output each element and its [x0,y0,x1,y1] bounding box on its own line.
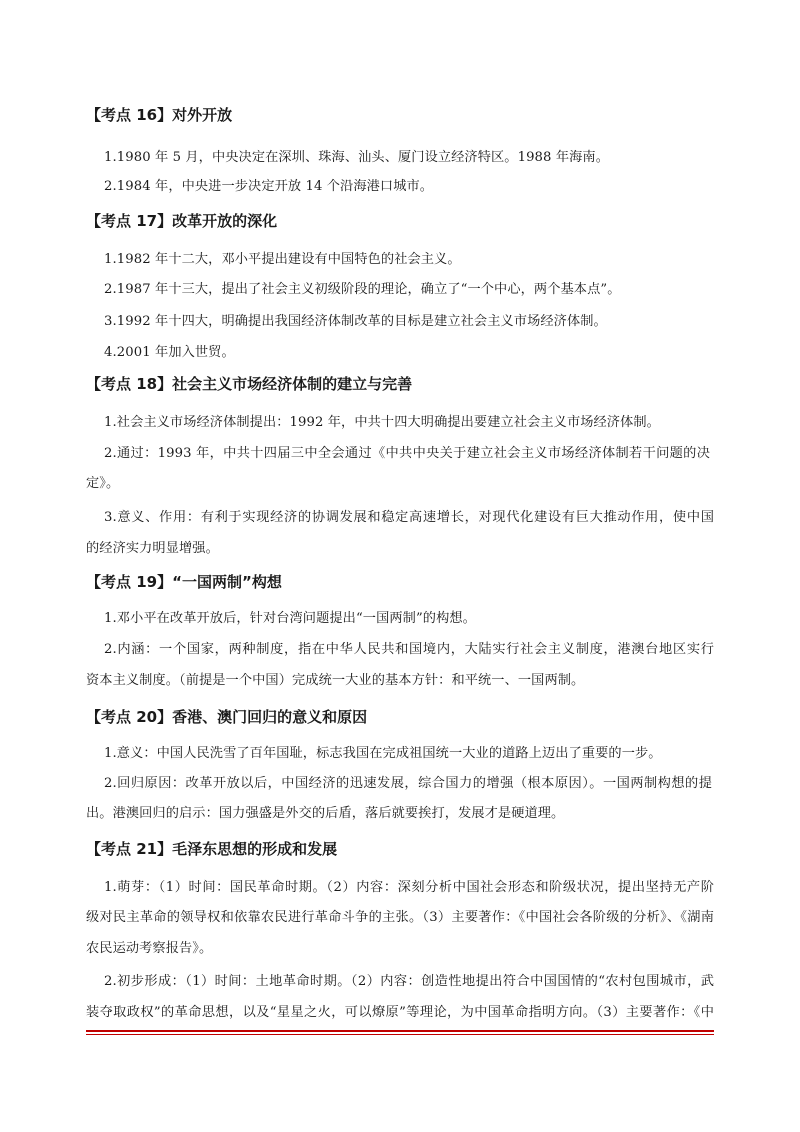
paragraph-line: 1.邓小平在改革开放后，针对台湾问题提出“一国两制”的构想。 [104,611,476,626]
section-heading-18: 【考点 18】社会主义市场经济体制的建立与完善 [86,375,413,393]
section-heading-21: 【考点 21】毛泽东思想的形成和发展 [86,840,338,858]
paragraph-line: 4.2001 年加入世贸。 [104,345,235,360]
paragraph-line: 级对民主革命的领导权和依靠农民进行革命斗争的主张。（3）主要著作：《中国社会各阶级的分析》、《湖南 [86,910,714,925]
paragraph-line: 2.1987 年十三大，提出了社会主义初级阶段的理论，确立了“一个中心，两个基本点”。 [104,282,621,297]
paragraph-line: 1.1982 年十二大，邓小平提出建设有中国特色的社会主义。 [104,252,461,267]
paragraph-line: 1.社会主义市场经济体制提出：1992 年，中共十四大明确提出要建立社会主义市场经济体制。 [104,415,660,430]
paragraph-line: 3.1992 年十四大，明确提出我国经济体制改革的目标是建立社会主义市场经济体制。 [104,314,607,329]
section-heading-16: 【考点 16】对外开放 [86,106,233,124]
paragraph-line: 2.1984 年，中央进一步决定开放 14 个沿海港口城市。 [104,179,434,194]
paragraph-line: 的经济实力明显增强。 [86,541,219,556]
footer-rule [86,1030,714,1032]
paragraph-line: 2.通过：1993 年，中共十四届三中全会通过《中共中央关于建立社会主义市场经济体制若干问题的决 [104,446,710,461]
paragraph-line: 装夺取政权”的革命思想，以及“星星之火，可以燎原”等理论，为中国革命指明方向。（3）主要著作：《中 [86,1005,714,1020]
paragraph-line: 1.意义：中国人民洗雪了百年国耻，标志我国在完成祖国统一大业的道路上迈出了重要的一步。 [104,746,662,761]
section-heading-19: 【考点 19】“一国两制”构想 [86,573,282,591]
section-heading-17: 【考点 17】改革开放的深化 [86,212,278,230]
paragraph-line: 定》。 [86,476,120,491]
paragraph-line: 2.初步形成：（1）时间：土地革命时期。（2）内容：创造性地提出符合中国国情的“农村包围城市，武 [104,974,714,989]
section-heading-20: 【考点 20】香港、澳门回归的意义和原因 [86,708,368,726]
paragraph-line: 1.1980 年 5 月，中央决定在深圳、珠海、汕头、厦门设立经济特区。1988 年海南。 [104,150,609,165]
footer-rule-thin [86,1034,714,1035]
paragraph-line: 2.内涵：一个国家，两种制度，指在中华人民共和国境内，大陆实行社会主义制度，港澳台地区实行 [104,642,714,657]
paragraph-line: 资本主义制度。（前提是一个中国）完成统一大业的基本方针：和平统一、一国两制。 [86,673,585,688]
paragraph-line: 3.意义、作用：有利于实现经济的协调发展和稳定高速增长，对现代化建设有巨大推动作用，使中国 [104,510,714,525]
paragraph-line: 农民运动考察报告》。 [86,941,213,956]
paragraph-line: 出。港澳回归的启示：国力强盛是外交的后盾，落后就要挨打，发展才是硬道理。 [86,806,565,821]
paragraph-line: 2.回归原因：改革开放以后，中国经济的迅速发展，综合国力的增强（根本原因）。一国两制构想的提 [104,776,712,791]
paragraph-line: 1.萌芽：（1）时间：国民革命时期。（2）内容：深刻分析中国社会形态和阶级状况，提出坚持无产阶 [104,880,714,895]
